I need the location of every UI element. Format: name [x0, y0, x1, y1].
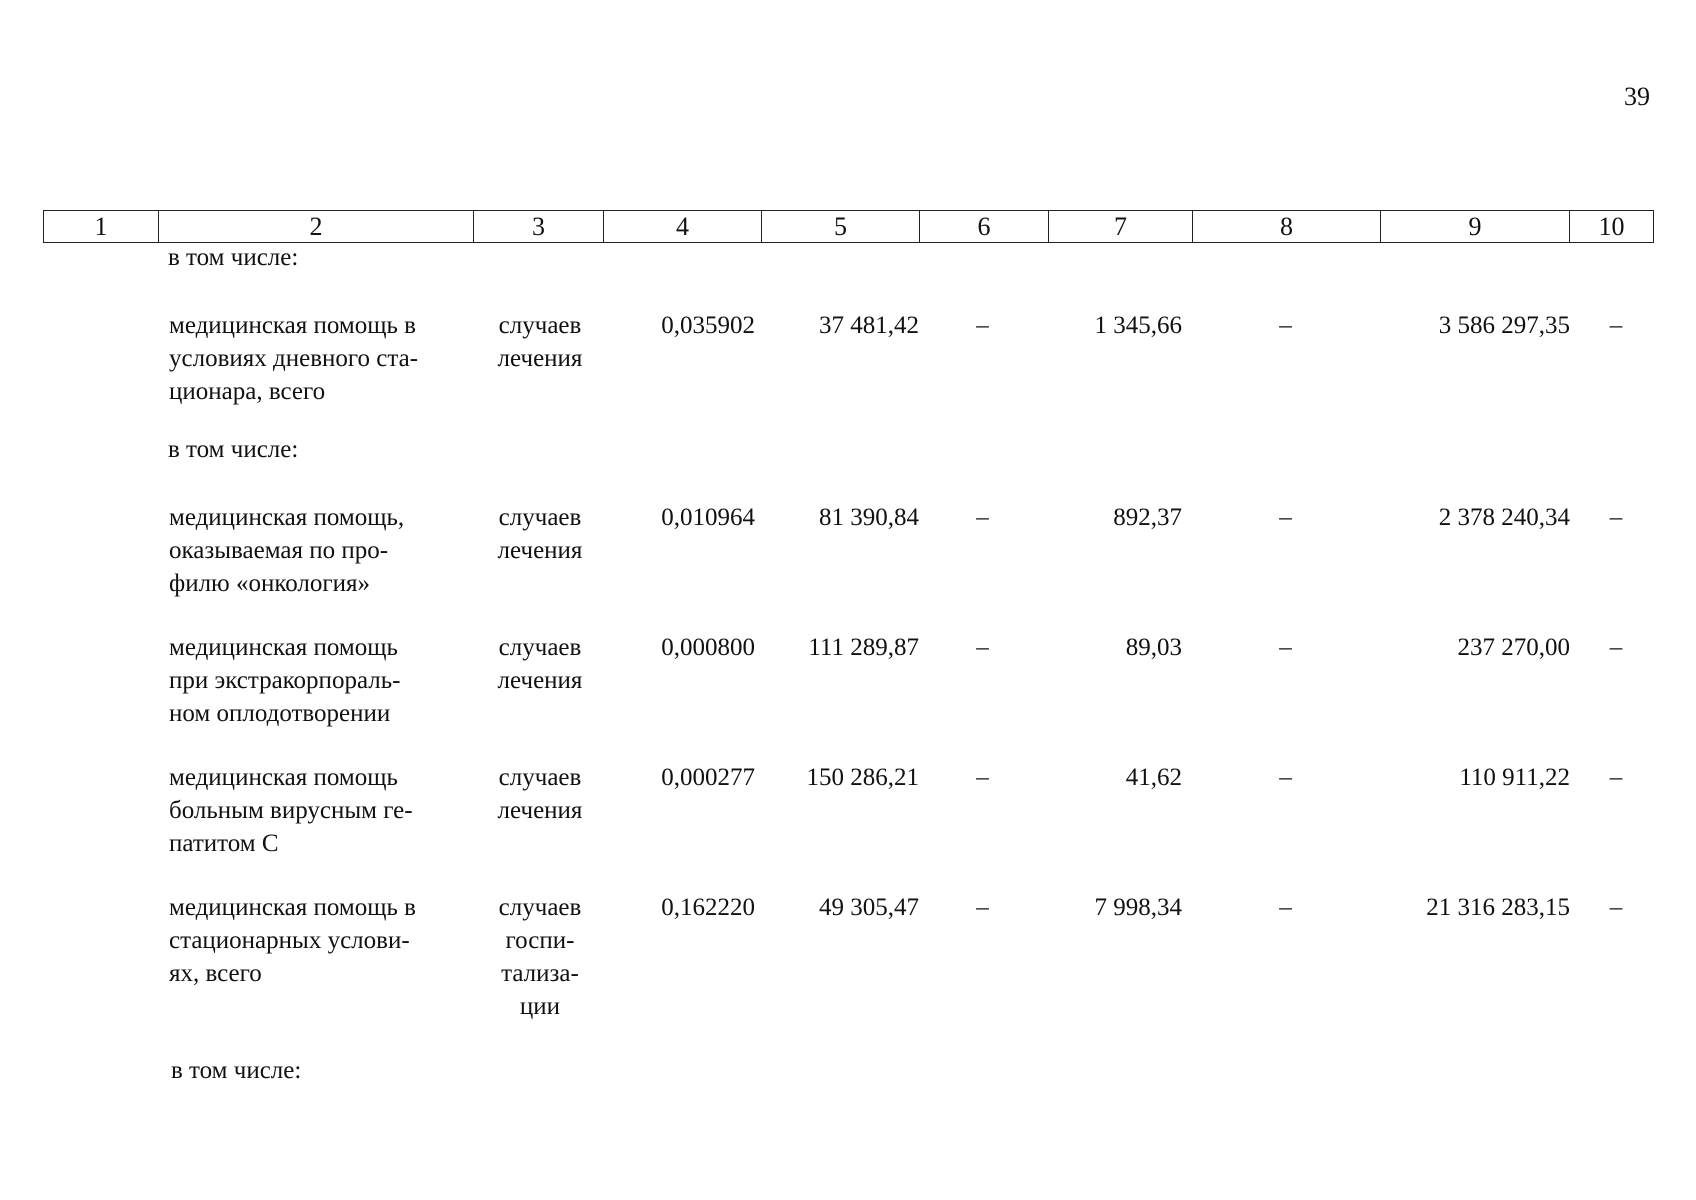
row-unit-line: случаев	[498, 764, 582, 791]
cell-col-7: 7 998,34	[1094, 894, 1182, 921]
column-header-1: 1	[44, 211, 159, 243]
cell-col-5: 49 305,47	[819, 894, 919, 921]
row-name	[169, 309, 465, 408]
row-unit-line: госпи-	[505, 927, 575, 954]
row-unit-line: ции	[519, 993, 561, 1020]
column-header-4: 4	[604, 211, 762, 243]
row-unit-line: лечения	[497, 797, 583, 824]
row-name-line: медицинская помощь в	[169, 894, 416, 921]
cell-col-5: 37 481,42	[819, 312, 919, 339]
row-name-line: медицинская помощь	[169, 764, 398, 791]
subheading-including: в том числе:	[168, 244, 299, 271]
subheading-including: в том числе:	[168, 436, 299, 463]
row-name-line: при экстракорпораль-	[169, 667, 401, 694]
row-name	[169, 501, 465, 600]
row-name-line: больным вирусным ге-	[169, 797, 413, 824]
row-unit-line: тализа-	[501, 960, 579, 987]
cell-col-4: 0,000800	[661, 634, 755, 661]
page-number: 39	[1624, 82, 1650, 111]
row-name-line: условиях дневного ста-	[169, 345, 419, 372]
cell-col-8: –	[1279, 764, 1292, 791]
row-unit-line: случаев	[498, 312, 582, 339]
row-name-line: медицинская помощь	[169, 634, 398, 661]
cell-col-5: 150 286,21	[806, 764, 919, 791]
row-name	[169, 631, 465, 730]
cell-col-6: –	[976, 504, 989, 531]
cell-col-9: 3 586 297,35	[1438, 312, 1570, 339]
cell-col-10: –	[1609, 634, 1623, 661]
cell-col-4: 0,010964	[661, 504, 755, 531]
cell-col-10: –	[1609, 504, 1623, 531]
cell-col-7: 41,62	[1125, 764, 1182, 791]
cell-col-9: 2 378 240,34	[1438, 504, 1570, 531]
cell-col-7: 892,37	[1113, 504, 1182, 531]
row-name-line: филю «онкология»	[169, 570, 371, 597]
column-header-9: 9	[1381, 211, 1570, 243]
row-name-line: медицинская помощь,	[169, 504, 405, 531]
row-name-line: оказываемая по про-	[169, 537, 389, 564]
cell-col-8: –	[1279, 634, 1292, 661]
row-name-line: ционара, всего	[169, 378, 326, 405]
cell-col-4: 0,162220	[661, 894, 755, 921]
row-unit-line: лечения	[497, 537, 583, 564]
cell-col-9: 110 911,22	[1459, 764, 1570, 791]
column-header-2: 2	[159, 211, 474, 243]
column-header-6: 6	[920, 211, 1049, 243]
cell-col-7: 1 345,66	[1094, 312, 1182, 339]
row-unit	[485, 309, 595, 375]
column-header-3: 3	[474, 211, 604, 243]
row-name-line: медицинская помощь в	[169, 312, 416, 339]
row-name	[169, 891, 465, 990]
cell-col-6: –	[976, 634, 989, 661]
cell-col-10: –	[1609, 312, 1623, 339]
cell-col-8: –	[1279, 894, 1292, 921]
row-unit-line: лечения	[497, 345, 583, 372]
row-unit	[485, 891, 595, 1023]
row-unit-line: лечения	[497, 667, 583, 694]
cell-col-9: 237 270,00	[1457, 634, 1570, 661]
column-header-7: 7	[1049, 211, 1193, 243]
column-header-10: 10	[1570, 211, 1654, 243]
row-unit-line: случаев	[498, 634, 582, 661]
cell-col-4: 0,035902	[661, 312, 755, 339]
row-unit	[485, 501, 595, 567]
cell-col-5: 111 289,87	[808, 634, 919, 661]
cell-col-6: –	[976, 894, 989, 921]
cell-col-4: 0,000277	[661, 764, 755, 791]
cell-col-7: 89,03	[1125, 634, 1182, 661]
cell-col-6: –	[976, 312, 989, 339]
cell-col-8: –	[1279, 312, 1292, 339]
row-unit	[485, 631, 595, 697]
column-header-5: 5	[762, 211, 920, 243]
row-unit-line: случаев	[498, 504, 582, 531]
row-name-line: ном оплодотворении	[169, 700, 391, 727]
cell-col-6: –	[976, 764, 989, 791]
cell-col-8: –	[1279, 504, 1292, 531]
cell-col-10: –	[1609, 894, 1623, 921]
row-name-line: стационарных услови-	[169, 927, 410, 954]
cell-col-10: –	[1609, 764, 1623, 791]
row-unit	[485, 761, 595, 827]
row-name-line: патитом С	[169, 830, 279, 857]
column-header-8: 8	[1193, 211, 1381, 243]
row-unit-line: случаев	[498, 894, 582, 921]
row-name	[169, 761, 465, 860]
row-name-line: ях, всего	[169, 960, 262, 987]
subheading-including: в том числе:	[171, 1057, 302, 1084]
cell-col-5: 81 390,84	[819, 504, 919, 531]
cell-col-9: 21 316 283,15	[1426, 894, 1570, 921]
